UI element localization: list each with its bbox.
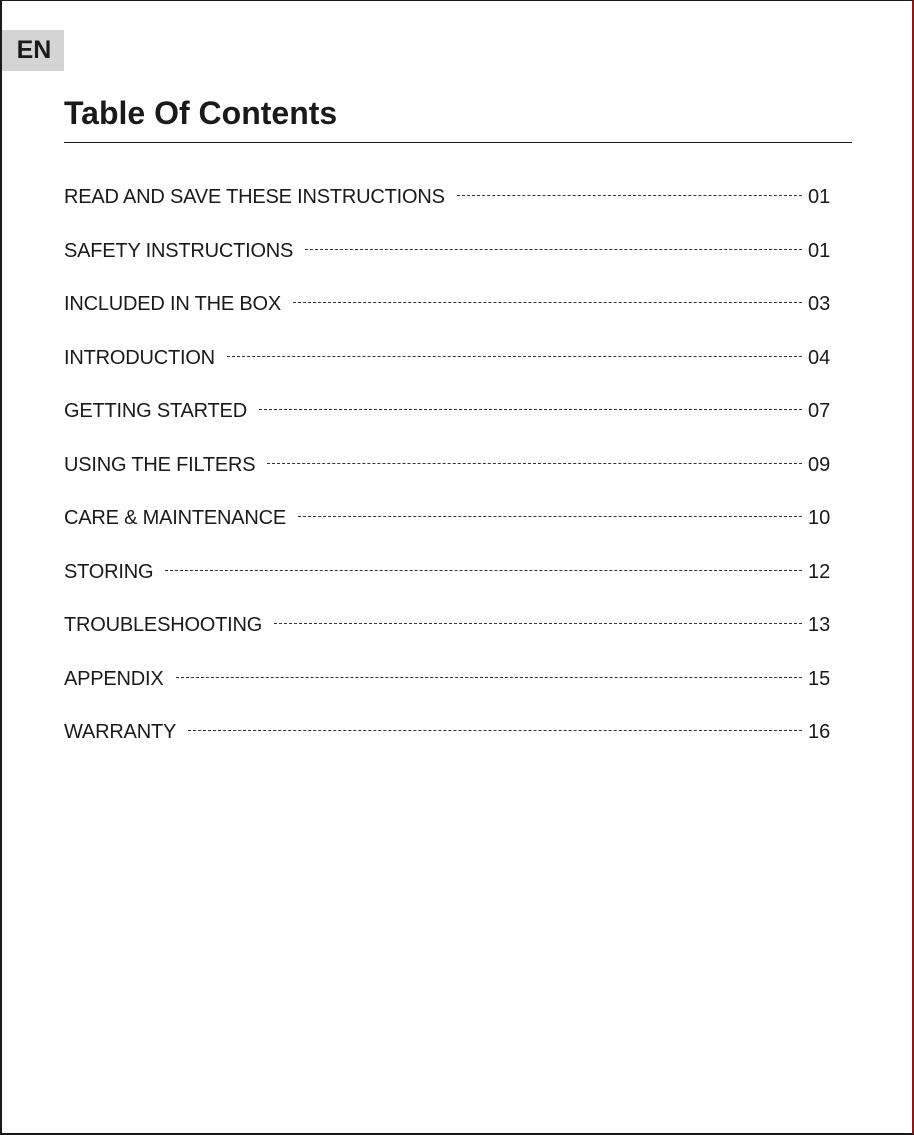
toc-entry-appendix[interactable]: [64, 653, 838, 707]
toc-entry-label: APPENDIX: [64, 667, 164, 690]
toc-entry-page: 01: [808, 186, 831, 209]
dotted-leader: [188, 730, 802, 731]
dotted-leader: [305, 249, 802, 250]
toc-entry-included-in-the-box[interactable]: [64, 278, 838, 332]
toc-entry-label: USING THE FILTERS: [64, 453, 256, 476]
page-title: Table Of Contents: [64, 95, 338, 131]
toc-entry-page: 10: [808, 507, 831, 530]
toc-entry-label: GETTING STARTED: [64, 400, 247, 423]
toc-entry-read-and-save[interactable]: [64, 171, 838, 225]
dotted-leader: [457, 195, 802, 196]
toc-entry-care-and-maintenance[interactable]: [64, 492, 838, 546]
toc-entry-page: 13: [808, 614, 831, 637]
toc-entry-page: 01: [808, 239, 831, 262]
toc-entry-label: INTRODUCTION: [64, 346, 215, 369]
toc-entry-page: 09: [808, 453, 831, 476]
toc-entry-label: READ AND SAVE THESE INSTRUCTIONS: [64, 186, 445, 209]
toc-entry-warranty[interactable]: [64, 706, 838, 760]
dotted-leader: [165, 570, 802, 571]
toc-entry-storing[interactable]: [64, 546, 838, 600]
toc-entry-label: STORING: [64, 560, 154, 583]
toc-entry-troubleshooting[interactable]: [64, 599, 838, 653]
toc-entry-page: 15: [808, 667, 831, 690]
dotted-leader: [176, 677, 802, 678]
toc-entry-label: CARE & MAINTENANCE: [64, 507, 286, 530]
toc-entry-introduction[interactable]: [64, 332, 838, 386]
dotted-leader: [298, 516, 802, 517]
toc-entry-label: SAFETY INSTRUCTIONS: [64, 239, 294, 262]
toc-entry-page: 03: [808, 293, 831, 316]
dotted-leader: [227, 356, 802, 357]
toc-entry-getting-started[interactable]: [64, 385, 838, 439]
dotted-leader: [274, 623, 802, 624]
toc-entry-label: INCLUDED IN THE BOX: [64, 293, 281, 316]
toc-entry-page: 07: [808, 400, 831, 423]
table-of-contents: [64, 171, 838, 760]
toc-entry-label: WARRANTY: [64, 721, 177, 744]
title-divider: [64, 142, 852, 143]
dotted-leader: [267, 463, 802, 464]
toc-entry-safety-instructions[interactable]: [64, 225, 838, 279]
toc-entry-using-the-filters[interactable]: [64, 439, 838, 493]
dotted-leader: [259, 409, 802, 410]
dotted-leader: [293, 302, 802, 303]
toc-entry-label: TROUBLESHOOTING: [64, 614, 263, 637]
toc-entry-page: 04: [808, 346, 831, 369]
toc-entry-page: 16: [808, 721, 831, 744]
language-tab: EN: [2, 30, 64, 71]
toc-entry-page: 12: [808, 560, 831, 583]
